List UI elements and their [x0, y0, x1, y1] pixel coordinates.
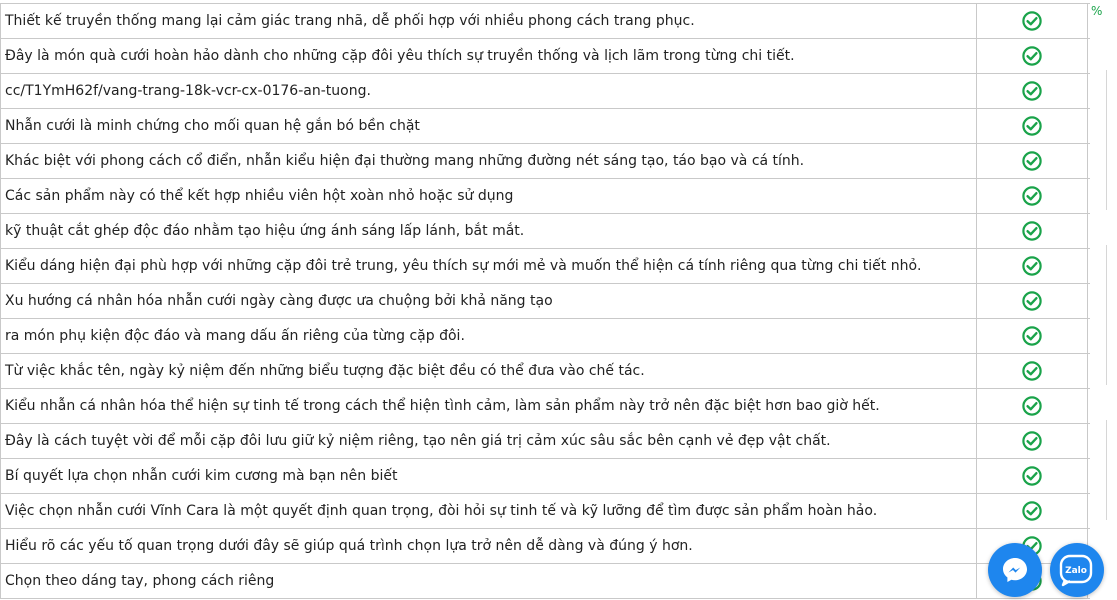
check-cell — [977, 284, 1088, 318]
check-cell — [977, 494, 1088, 528]
row-text: Thiết kế truyền thống mang lại cảm giác trang nhã, dễ phối hợp với nhiều phong cách trang phục. — [1, 4, 977, 38]
row-text: cc/T1YmH62f/vang-trang-18k-vcr-cx-0176-an-tuong. — [1, 74, 977, 108]
row-text: Xu hướng cá nhân hóa nhẫn cưới ngày càng được ưa chuộng bởi khả năng tạo — [1, 284, 977, 318]
table-row — [1, 284, 1090, 319]
checklist-table — [0, 3, 1090, 599]
zalo-label: Zalo — [1065, 566, 1087, 576]
row-text: Kiểu dáng hiện đại phù hợp với những cặp đôi trẻ trung, yêu thích sự mới mẻ và muốn thể hiện cá tính riêng qua từng chi tiết nhỏ. — [1, 249, 977, 283]
check-cell — [977, 4, 1088, 38]
check-circle-icon — [1022, 291, 1042, 311]
table-row — [1, 4, 1090, 39]
check-circle-icon — [1022, 326, 1042, 346]
zalo-icon — [1057, 550, 1097, 590]
check-circle-icon — [1022, 396, 1042, 416]
check-cell — [977, 214, 1088, 248]
check-circle-icon — [1022, 151, 1042, 171]
check-cell — [977, 459, 1088, 493]
check-cell — [977, 389, 1088, 423]
check-cell — [977, 109, 1088, 143]
check-circle-icon — [1022, 256, 1042, 276]
check-circle-icon — [1022, 221, 1042, 241]
scrollbar-edge — [1106, 70, 1107, 210]
check-circle-icon — [1022, 501, 1042, 521]
check-cell — [977, 74, 1088, 108]
check-circle-icon — [1022, 431, 1042, 451]
table-row — [1, 144, 1090, 179]
table-row — [1, 39, 1090, 74]
check-cell — [977, 144, 1088, 178]
check-circle-icon — [1022, 361, 1042, 381]
check-circle-icon — [1022, 116, 1042, 136]
check-cell — [977, 39, 1088, 73]
check-cell — [977, 424, 1088, 458]
check-circle-icon — [1022, 186, 1042, 206]
table-row — [1, 74, 1090, 109]
row-text: Kiểu nhẫn cá nhân hóa thể hiện sự tinh tế trong cách thể hiện tình cảm, làm sản phẩm này trở nên đặc biệt hơn bao giờ hết. — [1, 389, 977, 423]
scrollbar-edge — [1106, 420, 1107, 520]
table-row — [1, 529, 1090, 564]
table-row — [1, 109, 1090, 144]
messenger-chat-button[interactable] — [988, 543, 1042, 597]
row-text: Hiểu rõ các yếu tố quan trọng dưới đây sẽ giúp quá trình chọn lựa trở nên dễ dàng và đúng ý hơn. — [1, 529, 977, 563]
table-row — [1, 389, 1090, 424]
scrollbar-edge — [1106, 245, 1107, 385]
check-circle-icon — [1022, 81, 1042, 101]
row-text: Các sản phẩm này có thể kết hợp nhiều viên hột xoàn nhỏ hoặc sử dụng — [1, 179, 977, 213]
zalo-chat-button[interactable] — [1050, 543, 1104, 597]
table-row — [1, 319, 1090, 354]
check-circle-icon — [1022, 46, 1042, 66]
table-row — [1, 214, 1090, 249]
table-row — [1, 494, 1090, 529]
check-cell — [977, 354, 1088, 388]
row-text: Từ việc khắc tên, ngày kỷ niệm đến những biểu tượng đặc biệt đều có thể đưa vào chế tác. — [1, 354, 977, 388]
messenger-icon — [1000, 555, 1030, 585]
row-text: Nhẫn cưới là minh chứng cho mối quan hệ gắn bó bền chặt — [1, 109, 977, 143]
check-circle-icon — [1022, 466, 1042, 486]
check-cell — [977, 249, 1088, 283]
check-cell — [977, 179, 1088, 213]
table-row — [1, 179, 1090, 214]
table-row — [1, 424, 1090, 459]
row-text: Đây là cách tuyệt vời để mỗi cặp đôi lưu giữ kỷ niệm riêng, tạo nên giá trị cảm xúc sâu sắc bên cạnh vẻ đẹp vật chất. — [1, 424, 977, 458]
row-text: kỹ thuật cắt ghép độc đáo nhằm tạo hiệu ứng ánh sáng lấp lánh, bắt mắt. — [1, 214, 977, 248]
check-circle-icon — [1022, 11, 1042, 31]
row-text: Khác biệt với phong cách cổ điển, nhẫn kiểu hiện đại thường mang những đường nét sáng tạo, táo bạo và cá tính. — [1, 144, 977, 178]
table-row — [1, 249, 1090, 284]
check-cell — [977, 319, 1088, 353]
row-text: Đây là món quà cưới hoàn hảo dành cho những cặp đôi yêu thích sự truyền thống và lịch lãm trong từng chi tiết. — [1, 39, 977, 73]
table-row — [1, 459, 1090, 494]
row-text: Bí quyết lựa chọn nhẫn cưới kim cương mà bạn nên biết — [1, 459, 977, 493]
table-row — [1, 564, 1090, 599]
edge-mark: % — [1091, 4, 1103, 18]
row-text: ra món phụ kiện độc đáo và mang dấu ấn riêng của từng cặp đôi. — [1, 319, 977, 353]
row-text: Việc chọn nhẫn cưới Vĩnh Cara là một quyết định quan trọng, đòi hỏi sự tinh tế và kỹ lưỡng để tìm được sản phẩm hoàn hảo. — [1, 494, 977, 528]
table-row — [1, 354, 1090, 389]
row-text: Chọn theo dáng tay, phong cách riêng — [1, 564, 977, 598]
